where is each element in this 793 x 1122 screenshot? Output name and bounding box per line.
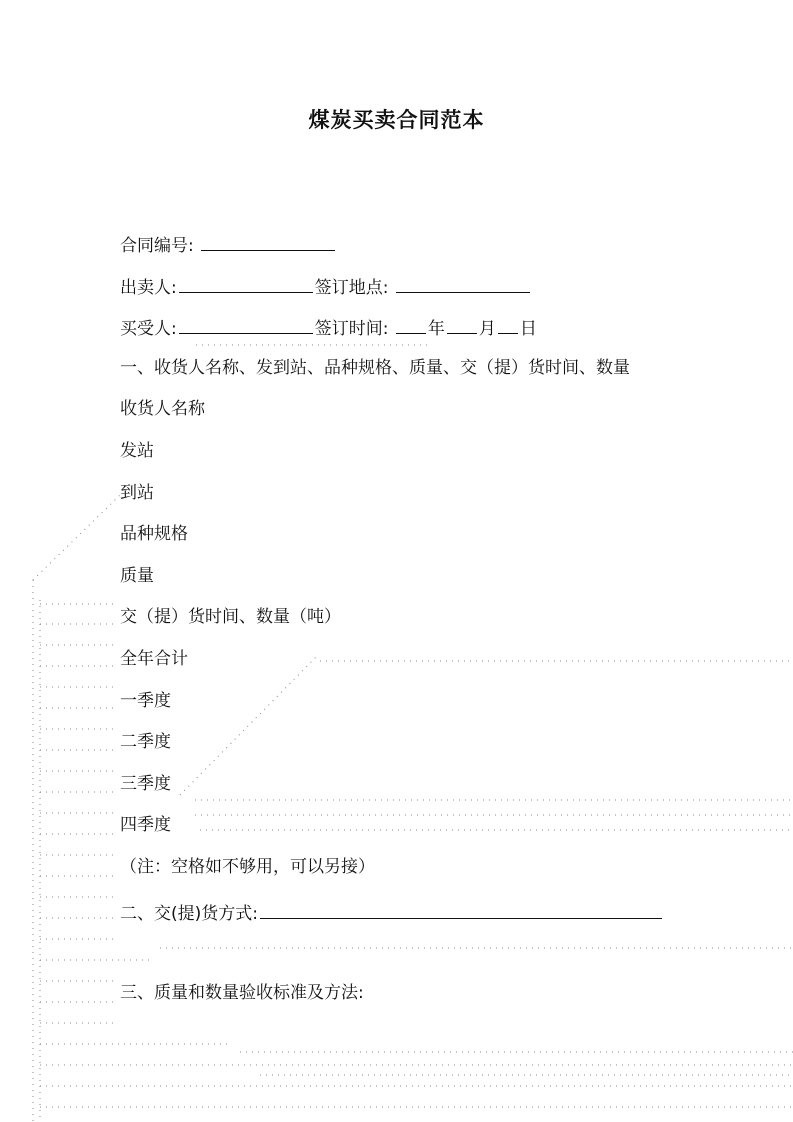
year-label: 年 bbox=[427, 319, 445, 339]
list-item: 二季度 bbox=[120, 732, 171, 752]
list-item: 全年合计 bbox=[120, 649, 188, 669]
list-item: 三季度 bbox=[120, 774, 171, 794]
list-item: 品种规格 bbox=[120, 524, 188, 544]
seller-blank[interactable] bbox=[179, 274, 313, 293]
document-title: 煤炭买卖合同范本 bbox=[308, 108, 485, 132]
contract-number-blank[interactable] bbox=[201, 232, 335, 251]
sign-time-label: 签订时间: bbox=[314, 319, 389, 339]
note-text: （注：空格如不够用，可以另接） bbox=[120, 857, 375, 877]
section3-heading: 三、质量和数量验收标准及方法: bbox=[120, 983, 364, 1003]
delivery-method-blank[interactable] bbox=[260, 900, 662, 919]
list-item: 一季度 bbox=[120, 691, 171, 711]
section2-line bbox=[120, 900, 664, 925]
list-item: 发站 bbox=[120, 441, 154, 461]
section2-label: 二、交(提)货方式: bbox=[120, 904, 258, 924]
list-item: 收货人名称 bbox=[120, 399, 205, 419]
buyer-label: 买受人: bbox=[120, 319, 177, 339]
month-blank[interactable] bbox=[447, 315, 477, 334]
contract-number-line bbox=[120, 232, 337, 257]
buyer-blank[interactable] bbox=[179, 315, 313, 334]
contract-number-label: 合同编号: bbox=[120, 236, 194, 256]
day-blank[interactable] bbox=[498, 315, 518, 334]
seller-line bbox=[120, 274, 532, 299]
year-blank[interactable] bbox=[396, 315, 426, 334]
day-label: 日 bbox=[519, 319, 537, 339]
list-item: 四季度 bbox=[120, 815, 171, 835]
list-item: 到站 bbox=[120, 483, 154, 503]
list-item: 质量 bbox=[120, 566, 154, 586]
list-item: 交（提）货时间、数量（吨） bbox=[120, 607, 341, 627]
section1-heading: 一、收货人名称、发到站、品种规格、质量、交（提）货时间、数量 bbox=[120, 358, 630, 378]
seller-label: 出卖人: bbox=[120, 278, 177, 298]
sign-place-label: 签订地点: bbox=[314, 278, 389, 298]
buyer-line bbox=[120, 315, 537, 340]
sign-place-blank[interactable] bbox=[396, 274, 530, 293]
month-label: 月 bbox=[478, 319, 496, 339]
